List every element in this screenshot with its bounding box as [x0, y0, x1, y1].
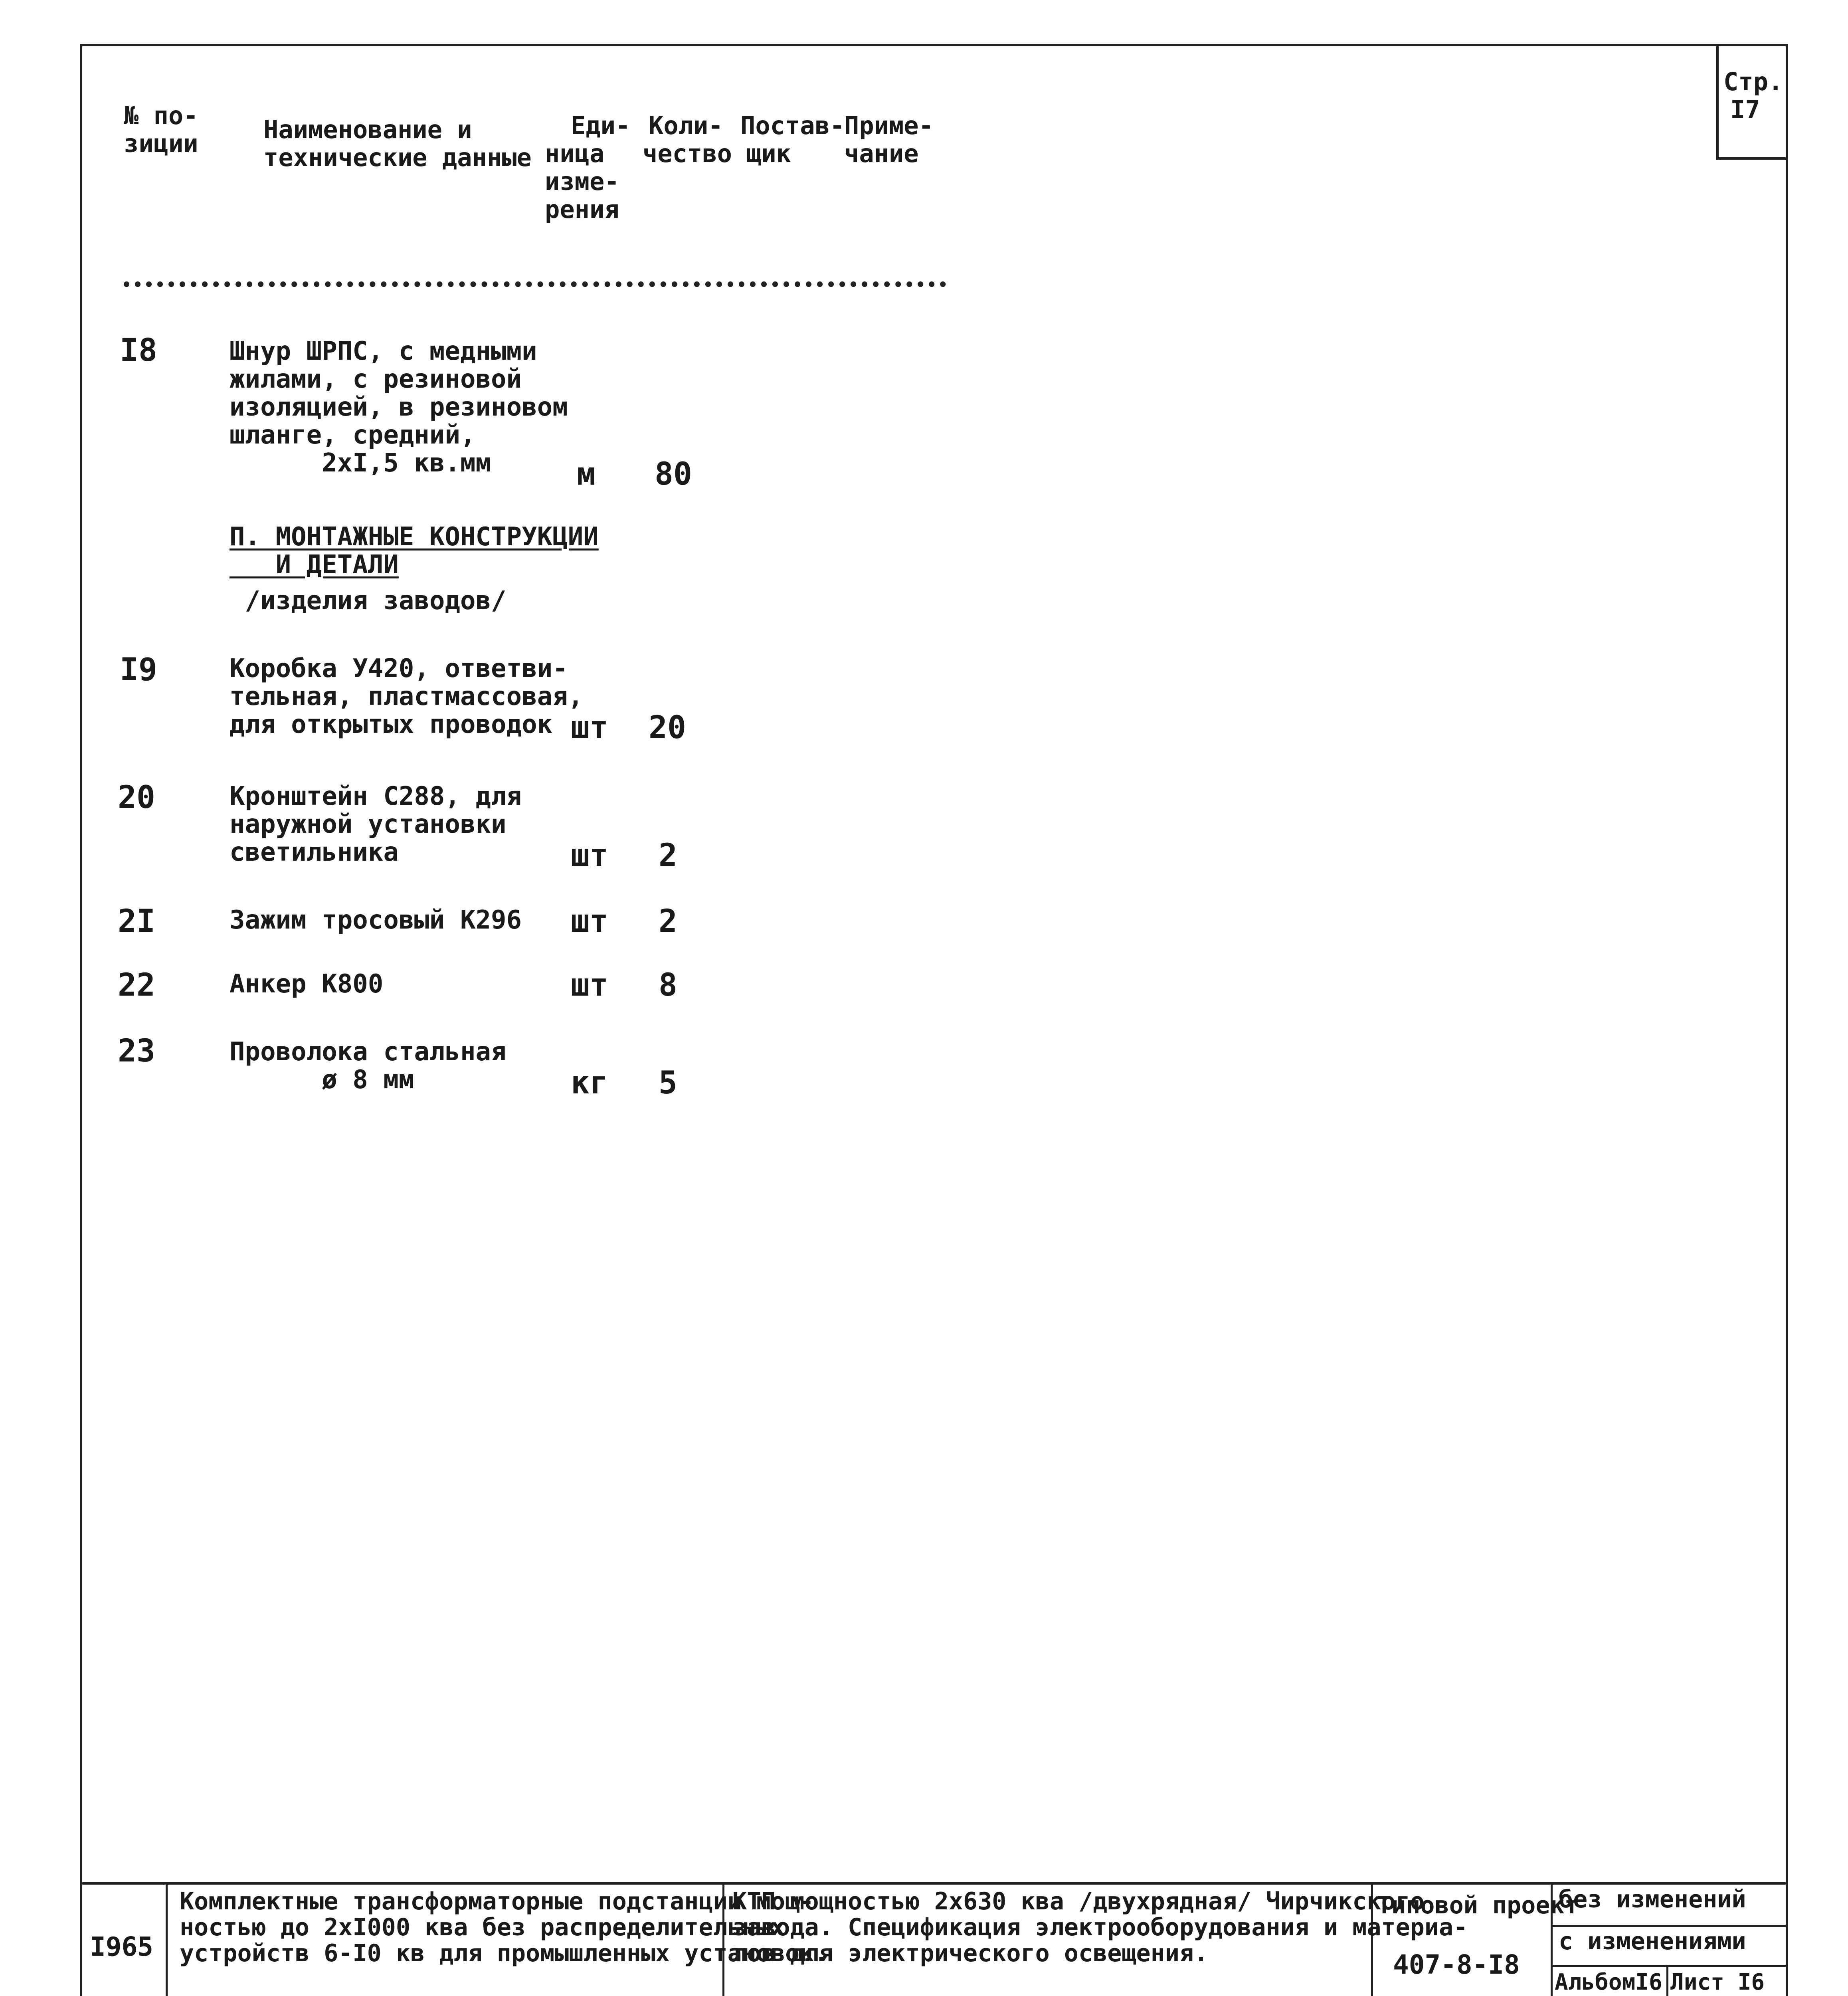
status-no-changes: без изменений [1559, 1885, 1746, 1913]
item-name-line: жилами, с резиновой [230, 364, 522, 394]
title-series-line1: Комплектные трансформаторные подстанции мощ- [180, 1887, 814, 1915]
title-block-divider [1551, 1965, 1788, 1967]
item-name-line: светильника [230, 838, 399, 867]
item-qty: 20 [649, 710, 686, 746]
header-dotted-separator [124, 281, 946, 287]
item-name-line: изоляцией, в резиновом [230, 392, 568, 422]
item-pos: I9 [120, 652, 157, 688]
item-unit: шт [571, 838, 608, 873]
header-qty-line1: Коли- [649, 111, 723, 140]
header-note-line1: Приме- [844, 111, 934, 140]
page-label: Стр. [1723, 67, 1783, 96]
item-name-line: Проволока стальная [230, 1037, 507, 1067]
item-qty: 8 [659, 967, 677, 1003]
item-name-line: Зажим тросовый К296 [230, 905, 522, 935]
item-pos: 22 [118, 967, 155, 1003]
item-pos: 23 [118, 1033, 155, 1069]
item-qty: 2 [659, 903, 677, 939]
section-subtitle: /изделия заводов/ [230, 586, 507, 616]
item-qty: 2 [659, 838, 677, 873]
title-sheet-line3: лов для электрического освещения. [732, 1939, 1209, 1967]
header-supplier-line2: щик [746, 139, 791, 168]
item-unit: шт [571, 710, 608, 746]
item-name-line: Коробка У420, ответви- [230, 654, 568, 683]
item-name-line: наружной установки [230, 810, 507, 839]
title-series-line3: устройств 6-I0 кв для промышленных установок. [180, 1939, 829, 1967]
status-with-changes: с изменениями [1559, 1927, 1746, 1955]
header-pos-line1: № по- [124, 101, 198, 130]
item-name-line: тельная, пластмассовая, [230, 682, 584, 711]
item-name-line: Кронштейн С288, для [230, 782, 522, 811]
header-unit-line1: Еди- [571, 111, 631, 140]
item-unit: кг [571, 1065, 608, 1101]
title-year: I965 [90, 1931, 153, 1962]
header-qty-line2: чество [643, 139, 732, 168]
project-number: 407-8-I8 [1393, 1949, 1520, 1980]
item-name-line: 2xI,5 кв.мм [230, 448, 491, 478]
item-name-line: Анкер К800 [230, 969, 384, 999]
item-pos: 2I [118, 903, 155, 939]
title-sheet-line2: завода. Спецификация электрооборудования и материа- [732, 1913, 1468, 1941]
page-number: I7 [1730, 95, 1760, 124]
title-series-line2: ностью до 2xI000 ква без распределительных [180, 1913, 785, 1941]
header-supplier-line1: Постав- [740, 111, 845, 140]
item-name-line: Шнур ШРПС, с медными [230, 337, 537, 366]
item-pos: 20 [118, 780, 155, 816]
item-unit: м [577, 456, 596, 492]
header-unit-line3: изме- [545, 167, 619, 196]
header-name-line1: Наименование и [263, 115, 472, 144]
album-number: АльбомI6 [1555, 1969, 1662, 1995]
header-unit-line2: ница [545, 139, 605, 168]
list-number: Лист I6 [1670, 1969, 1765, 1995]
item-pos: I8 [120, 333, 157, 368]
header-pos-line2: зиции [124, 129, 198, 158]
title-sheet-line1: КТП мощностью 2x630 ква /двухрядная/ Чирчикского [732, 1887, 1425, 1915]
title-block-divider [166, 1882, 168, 1996]
section-title-line2: И ДЕТАЛИ [230, 550, 399, 580]
item-unit: шт [571, 903, 608, 939]
item-name-line: шланге, средний, [230, 420, 476, 450]
header-note-line2: чание [844, 139, 919, 168]
title-block-divider [1666, 1965, 1668, 1996]
section-title-line1: П. МОНТАЖНЫЕ КОНСТРУКЦИИ [230, 522, 599, 552]
item-name-line: для открытых проводок [230, 710, 553, 739]
item-unit: шт [571, 967, 608, 1003]
item-name-line: ø 8 мм [230, 1065, 414, 1095]
item-qty: 80 [655, 456, 692, 492]
item-qty: 5 [659, 1065, 677, 1101]
project-label: Типовой проект [1377, 1891, 1579, 1919]
header-name-line2: технические данные [263, 143, 532, 172]
title-block-divider [1551, 1925, 1788, 1927]
header-unit-line4: рения [545, 195, 619, 224]
